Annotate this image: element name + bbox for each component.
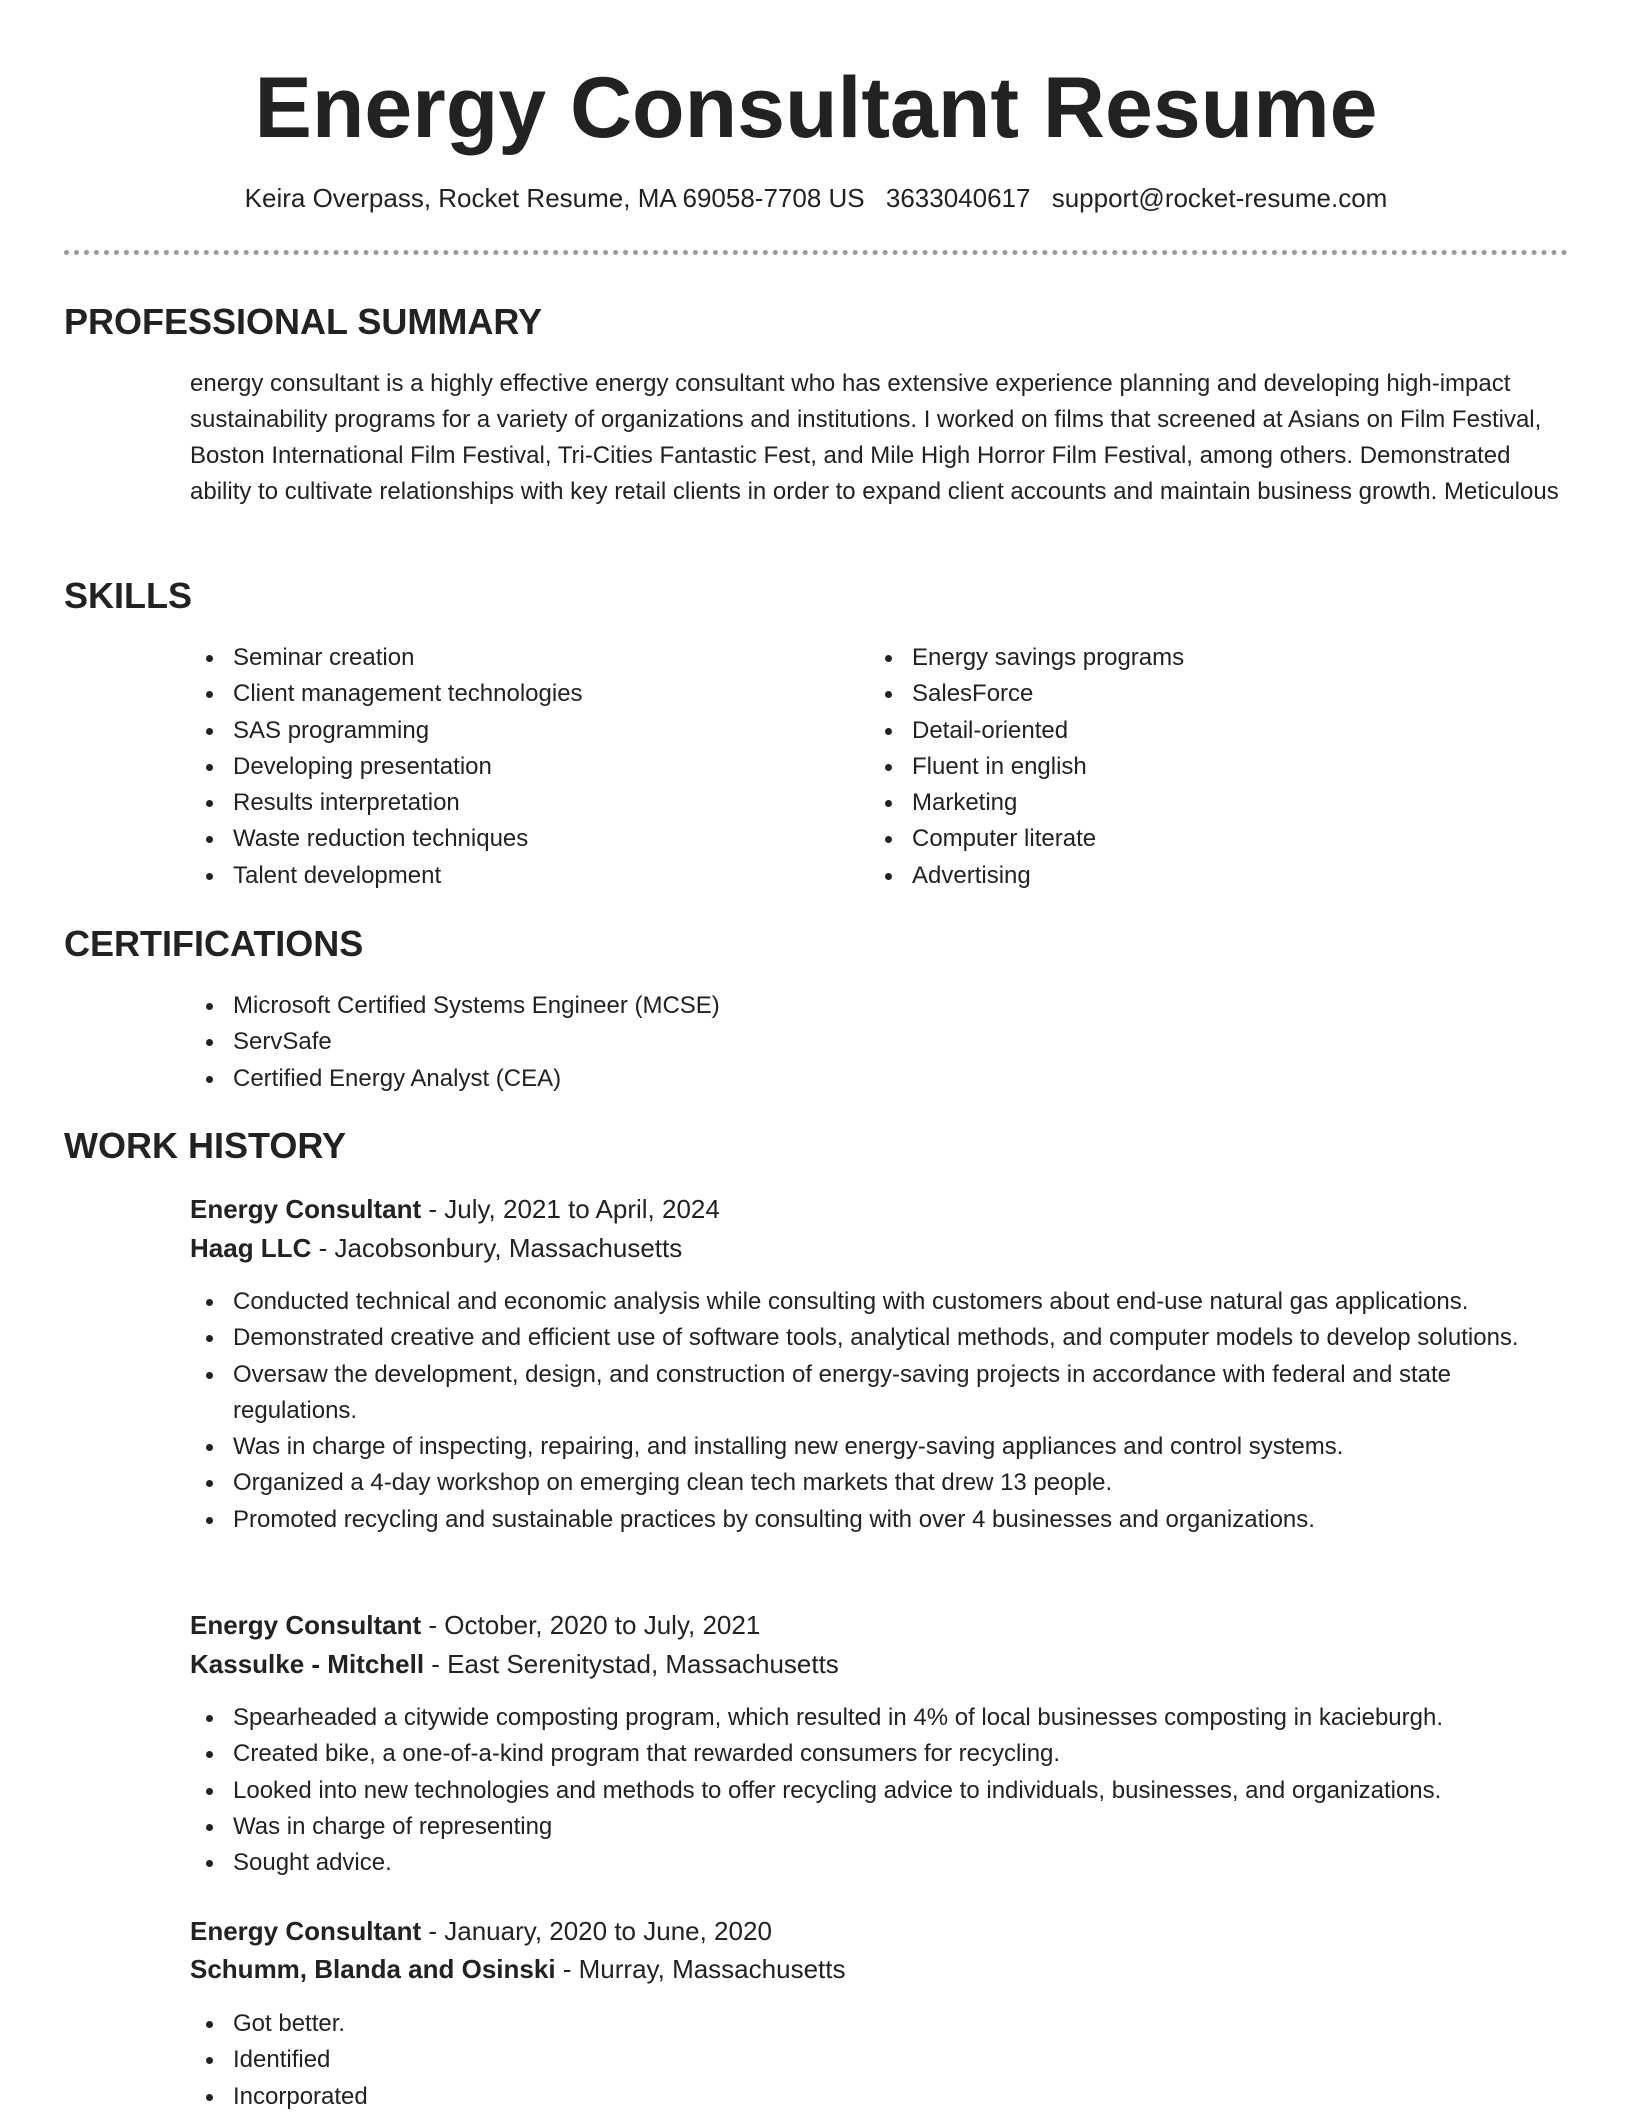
job-dates: - October, 2020 to July, 2021 xyxy=(421,1610,761,1640)
contact-email: support@rocket-resume.com xyxy=(1051,183,1388,213)
job-company-line xyxy=(190,1645,839,1683)
job-location: - East Serenitystad, Massachusetts xyxy=(424,1649,839,1679)
job-bullet: Organized a 4-day workshop on emerging clean tech markets that drew 13 people. xyxy=(190,1465,1570,1501)
job-title-line xyxy=(190,1190,720,1228)
certification-item: ServSafe xyxy=(190,1024,1390,1060)
job-bullets xyxy=(190,2006,1570,2115)
job-bullet: Created bike, a one-of-a-kind program that rewarded consumers for recycling. xyxy=(190,1736,1570,1772)
skill-item: Marketing xyxy=(869,785,1509,821)
work-history-heading: WORK HISTORY xyxy=(64,1125,347,1166)
page-title: Energy Consultant Resume xyxy=(254,60,1378,156)
job-bullet: Got better. xyxy=(190,2006,1570,2042)
certifications-list xyxy=(190,988,1390,1097)
certification-item: Microsoft Certified Systems Engineer (MCSE) xyxy=(190,988,1390,1024)
job-company: Kassulke - Mitchell xyxy=(190,1649,425,1679)
job-company-line xyxy=(190,1229,682,1267)
job-bullet: Demonstrated creative and efficient use of software tools, analytical methods, and computer models to develop solutions. xyxy=(190,1320,1570,1356)
job-title-line xyxy=(190,1606,760,1644)
skill-item: Detail-oriented xyxy=(869,713,1509,749)
job-location: - Murray, Massachusetts xyxy=(555,1954,846,1984)
job-bullet: Was in charge of representing xyxy=(190,1809,1570,1845)
contact-phone: 3633040617 xyxy=(885,183,1031,213)
skills-list-right xyxy=(869,640,1509,894)
job-bullet: Promoted recycling and sustainable practices by consulting with over 4 businesses and organizations. xyxy=(190,1502,1570,1538)
job-bullet: Spearheaded a citywide composting program, which resulted in 4% of local businesses composting in kacieburgh. xyxy=(190,1700,1570,1736)
skill-item: Waste reduction techniques xyxy=(190,821,830,857)
skills-list-left xyxy=(190,640,830,894)
job-bullets xyxy=(190,1284,1570,1538)
contact-address: Keira Overpass, Rocket Resume, MA 69058-7708 US xyxy=(244,183,865,213)
job-dates: - January, 2020 to June, 2020 xyxy=(421,1916,772,1946)
job-title: Energy Consultant xyxy=(190,1916,422,1946)
skill-item: Client management technologies xyxy=(190,676,830,712)
skill-item: Energy savings programs xyxy=(869,640,1509,676)
skill-item: Advertising xyxy=(869,858,1509,894)
job-bullet: Sought advice. xyxy=(190,1845,1570,1881)
job-bullet: Was in charge of inspecting, repairing, and installing new energy-saving appliances and control systems. xyxy=(190,1429,1570,1465)
summary-heading: PROFESSIONAL SUMMARY xyxy=(64,301,543,342)
contact-line xyxy=(0,180,1632,216)
job-bullet: Conducted technical and economic analysis while consulting with customers about end-use natural gas applications. xyxy=(190,1284,1570,1320)
job-bullet: Looked into new technologies and methods to offer recycling advice to individuals, businesses, and organizations. xyxy=(190,1773,1570,1809)
job-bullet: Incorporated xyxy=(190,2079,1570,2115)
skill-item: Seminar creation xyxy=(190,640,830,676)
job-bullets xyxy=(190,1700,1570,1881)
skill-item: Fluent in english xyxy=(869,749,1509,785)
job-bullet: Oversaw the development, design, and construction of energy-saving projects in accordance with federal and state regulations. xyxy=(190,1357,1570,1430)
skills-heading: SKILLS xyxy=(64,575,193,616)
header-divider xyxy=(64,250,1568,255)
skill-item: SAS programming xyxy=(190,713,830,749)
job-title: Energy Consultant xyxy=(190,1194,422,1224)
skill-item: Talent development xyxy=(190,858,830,894)
skill-item: SalesForce xyxy=(869,676,1509,712)
job-title: Energy Consultant xyxy=(190,1610,422,1640)
skill-item: Computer literate xyxy=(869,821,1509,857)
job-bullet: Identified xyxy=(190,2042,1570,2078)
skill-item: Developing presentation xyxy=(190,749,830,785)
skill-item: Results interpretation xyxy=(190,785,830,821)
job-title-line xyxy=(190,1912,772,1950)
job-dates: - July, 2021 to April, 2024 xyxy=(421,1194,720,1224)
job-company: Schumm, Blanda and Osinski xyxy=(190,1954,556,1984)
job-company-line xyxy=(190,1950,845,1988)
certification-item: Certified Energy Analyst (CEA) xyxy=(190,1061,1390,1097)
summary-text: energy consultant is a highly effective energy consultant who has extensive experience planning and developing high-impact sustainability programs for a variety of organizations and institutions. I worked on films that screened at Asians on Film Festival, Boston International Film Festival, Tri-Cities Fantastic Fest, and Mile High Horror Film Festival, among others. Demonstrated ability to cultivate relationships with key retail clients in order to expand client accounts and maintain business growth. Meticulous xyxy=(190,370,1559,505)
job-company: Haag LLC xyxy=(190,1233,312,1263)
certifications-heading: CERTIFICATIONS xyxy=(64,923,364,964)
job-location: - Jacobsonbury, Massachusetts xyxy=(311,1233,683,1263)
